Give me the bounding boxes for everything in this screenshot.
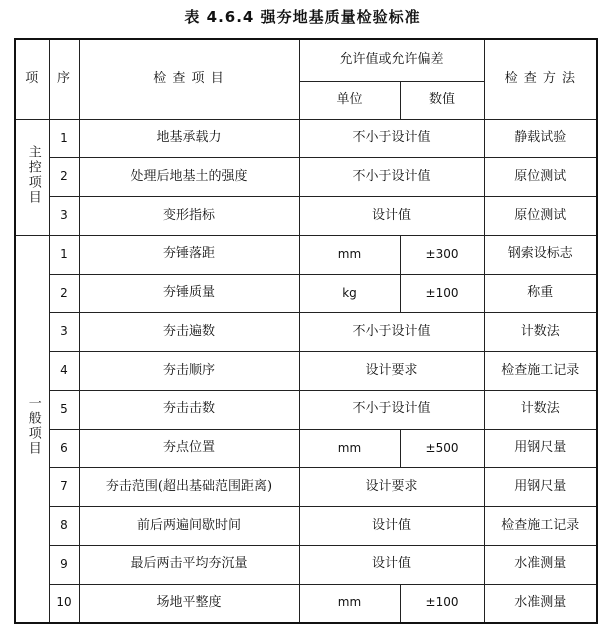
table-title: 表 4.6.4 强夯地基质量检验标准 — [184, 8, 421, 26]
seq-cell: 6 — [49, 429, 79, 468]
check-item-cell: 夯击顺序 — [79, 352, 299, 391]
method-cell: 检查施工记录 — [484, 352, 597, 391]
header-value-cell: 数值 — [400, 81, 484, 119]
table-row — [15, 545, 597, 584]
check-item-cell: 最后两击平均夯沉量 — [79, 545, 299, 584]
header-method-cell: 检 查 方 法 — [484, 39, 597, 119]
allowance-cell: 不小于设计值 — [299, 313, 484, 352]
check-item-cell: 变形指标 — [79, 197, 299, 236]
header-check-cell: 检 查 项 目 — [79, 39, 299, 119]
allowance-cell: 不小于设计值 — [299, 158, 484, 197]
seq-cell: 5 — [49, 390, 79, 429]
method-cell: 原位测试 — [484, 197, 597, 236]
check-item-cell: 夯击遍数 — [79, 313, 299, 352]
allowance-cell: 设计要求 — [299, 468, 484, 507]
header-seq-cell: 序 — [49, 39, 79, 119]
method-cell: 检查施工记录 — [484, 507, 597, 546]
unit-cell: mm — [299, 429, 400, 468]
table-row — [15, 274, 597, 313]
check-item-cell: 夯击范围(超出基础范围距离) — [79, 468, 299, 507]
seq-cell: 8 — [49, 507, 79, 546]
check-item-cell: 场地平整度 — [79, 584, 299, 623]
seq-cell: 1 — [49, 119, 79, 158]
method-cell: 水准测量 — [484, 545, 597, 584]
check-item-cell: 前后两遍间歇时间 — [79, 507, 299, 546]
seq-cell: 3 — [49, 197, 79, 236]
value-cell: ±100 — [400, 584, 484, 623]
value-cell: ±100 — [400, 274, 484, 313]
table-row — [15, 390, 597, 429]
seq-cell: 9 — [49, 545, 79, 584]
value-cell: ±500 — [400, 429, 484, 468]
check-item-cell: 夯点位置 — [79, 429, 299, 468]
table-row — [15, 119, 597, 158]
group-label: 主控项目 — [25, 144, 41, 205]
table-row — [15, 158, 597, 197]
check-item-cell: 处理后地基土的强度 — [79, 158, 299, 197]
allowance-cell: 设计值 — [299, 507, 484, 546]
inspection-standard-table — [14, 38, 598, 624]
group-label: 一般项目 — [25, 396, 41, 457]
seq-cell: 2 — [49, 158, 79, 197]
header-allow-cell: 允许值或允许偏差 — [299, 39, 484, 81]
unit-cell: mm — [299, 235, 400, 274]
table-body — [15, 39, 597, 623]
seq-cell: 3 — [49, 313, 79, 352]
check-item-cell: 夯锤落距 — [79, 235, 299, 274]
seq-cell: 2 — [49, 274, 79, 313]
allowance-cell: 不小于设计值 — [299, 119, 484, 158]
check-item-cell: 夯锤质量 — [79, 274, 299, 313]
check-item-cell: 地基承载力 — [79, 119, 299, 158]
method-cell: 静载试验 — [484, 119, 597, 158]
table-row — [15, 429, 597, 468]
unit-cell: kg — [299, 274, 400, 313]
allowance-cell: 设计要求 — [299, 352, 484, 391]
allowance-cell: 设计值 — [299, 545, 484, 584]
seq-cell: 4 — [49, 352, 79, 391]
group-label-cell — [15, 119, 49, 235]
table-row — [15, 197, 597, 236]
table-row — [15, 468, 597, 507]
table-row — [15, 507, 597, 546]
header-row — [15, 39, 597, 81]
header-item-cell: 项 — [15, 39, 49, 119]
method-cell: 用钢尺量 — [484, 429, 597, 468]
unit-cell: mm — [299, 584, 400, 623]
seq-cell: 1 — [49, 235, 79, 274]
method-cell: 计数法 — [484, 390, 597, 429]
allowance-cell: 不小于设计值 — [299, 390, 484, 429]
method-cell: 用钢尺量 — [484, 468, 597, 507]
group-label-cell — [15, 235, 49, 623]
seq-cell: 7 — [49, 468, 79, 507]
table-row — [15, 313, 597, 352]
header-unit-cell: 单位 — [299, 81, 400, 119]
allowance-cell: 设计值 — [299, 197, 484, 236]
method-cell: 钢索设标志 — [484, 235, 597, 274]
method-cell: 称重 — [484, 274, 597, 313]
table-row — [15, 352, 597, 391]
value-cell: ±300 — [400, 235, 484, 274]
table-row — [15, 584, 597, 623]
seq-cell: 10 — [49, 584, 79, 623]
method-cell: 原位测试 — [484, 158, 597, 197]
method-cell: 计数法 — [484, 313, 597, 352]
check-item-cell: 夯击击数 — [79, 390, 299, 429]
method-cell: 水准测量 — [484, 584, 597, 623]
table-row — [15, 235, 597, 274]
